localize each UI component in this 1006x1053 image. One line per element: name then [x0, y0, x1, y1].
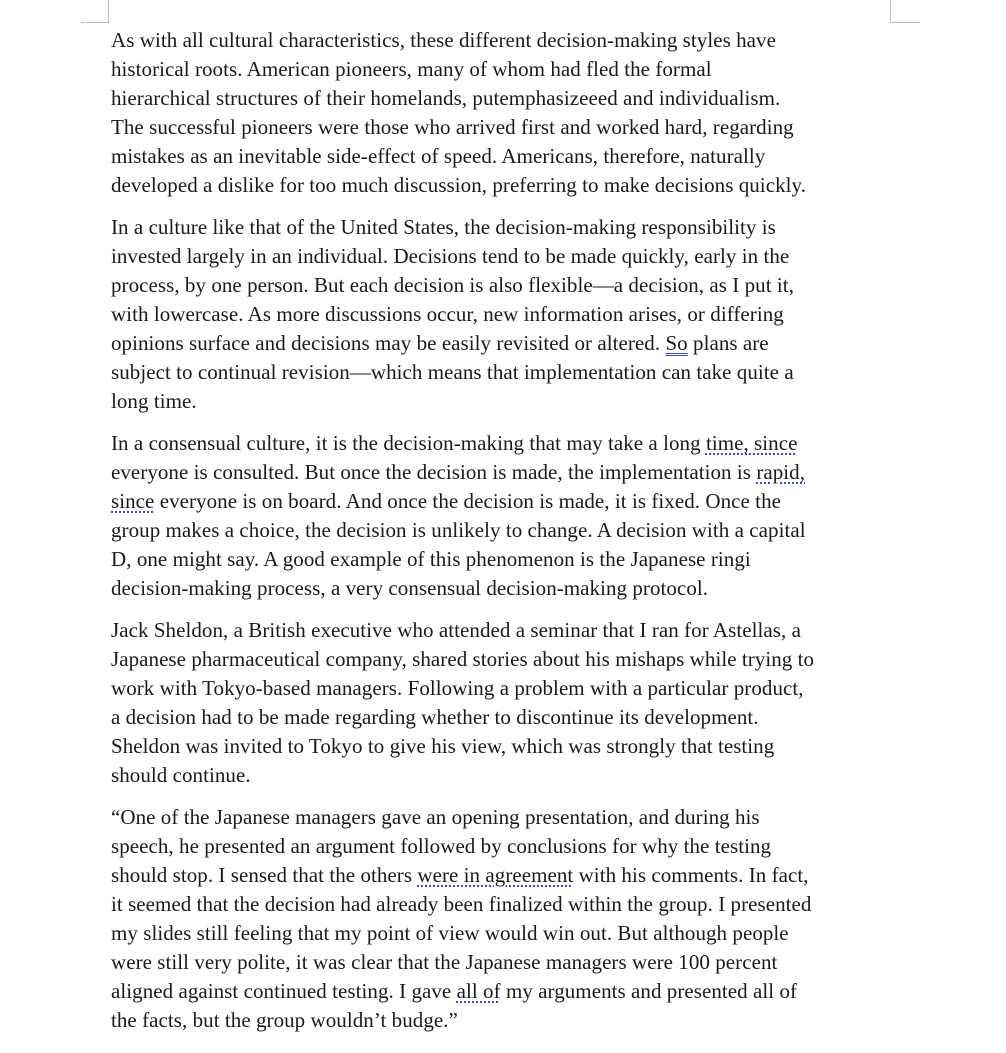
text-line: developed a dislike for too much discussion, preferring to make decisions quickly.	[111, 173, 806, 197]
style-flag-were-in-agreement[interactable]: were in agreement	[417, 863, 574, 887]
grammar-flag-so[interactable]: So	[665, 331, 688, 355]
text-line: group makes a choice, the decision is unlikely to change. A decision with a capital	[111, 518, 806, 542]
text-line: process, by one person. But each decision is also flexible—a decision, as I put it,	[111, 273, 794, 297]
paragraph-3[interactable]	[111, 429, 901, 603]
text-line: the facts, but the group wouldn’t budge.”	[111, 1008, 458, 1032]
style-flag-since[interactable]: since	[111, 489, 155, 513]
style-flag-time-since[interactable]: time, since	[705, 431, 798, 455]
text-line: long time.	[111, 389, 197, 413]
text-line: In a consensual culture, it is the decision-making that may take a long time, since	[111, 431, 798, 455]
text-line: with lowercase. As more discussions occur, new information arises, or differing	[111, 302, 784, 326]
text-line: should continue.	[111, 763, 251, 787]
paragraph-2[interactable]	[111, 213, 901, 416]
text-line: speech, he presented an argument followed by conclusions for why the testing	[111, 834, 772, 858]
text-line: it seemed that the decision had already been finalized within the group. I presented	[111, 892, 812, 916]
text-line: Japanese pharmaceutical company, shared stories about his mishaps while trying to	[111, 647, 815, 671]
crop-mark-top-left	[81, 0, 109, 23]
text-line: hierarchical structures of their homelands, putemphasizeeed and individualism.	[111, 86, 781, 110]
text-line: mistakes as an inevitable side-effect of speed. Americans, therefore, naturally	[111, 144, 766, 168]
text-line: “One of the Japanese managers gave an opening presentation, and during his	[111, 805, 760, 829]
text-line: As with all cultural characteristics, these different decision-making styles have	[111, 28, 776, 52]
text-line: invested largely in an individual. Decisions tend to be made quickly, early in the	[111, 244, 790, 268]
text-line: a decision had to be made regarding whether to discontinue its development.	[111, 705, 759, 729]
text-line: In a culture like that of the United States, the decision-making responsibility is	[111, 215, 776, 239]
text-line: should stop. I sensed that the others were in agreement with his comments. In fact,	[111, 863, 809, 887]
text-line: Sheldon was invited to Tokyo to give his view, which was strongly that testing	[111, 734, 775, 758]
text-line: my slides still feeling that my point of view would win out. But although people	[111, 921, 789, 945]
text-line: were still very polite, it was clear that the Japanese managers were 100 percent	[111, 950, 778, 974]
style-flag-all-of[interactable]: all of	[456, 979, 501, 1003]
style-flag-rapid[interactable]: rapid,	[756, 460, 806, 484]
text-line: historical roots. American pioneers, many of whom had fled the formal	[111, 57, 712, 81]
text-line: since everyone is on board. And once the decision is made, it is fixed. Once the	[111, 489, 781, 513]
document-page[interactable]	[111, 26, 901, 1048]
text-line: aligned against continued testing. I gave all of my arguments and presented all of	[111, 979, 798, 1003]
text-line: decision-making process, a very consensual decision-making protocol.	[111, 576, 709, 600]
text-line: The successful pioneers were those who arrived first and worked hard, regarding	[111, 115, 794, 139]
paragraph-5[interactable]	[111, 803, 901, 1035]
text-line: Jack Sheldon, a British executive who attended a seminar that I ran for Astellas, a	[111, 618, 801, 642]
paragraph-4[interactable]	[111, 616, 901, 790]
text-line: work with Tokyo-based managers. Following a problem with a particular product,	[111, 676, 804, 700]
text-line: subject to continual revision—which means that implementation can take quite a	[111, 360, 794, 384]
crop-mark-top-right	[890, 0, 920, 23]
text-line: opinions surface and decisions may be easily revisited or altered. So plans are	[111, 331, 769, 355]
paragraph-1[interactable]	[111, 26, 901, 200]
text-line: D, one might say. A good example of this phenomenon is the Japanese ringi	[111, 547, 751, 571]
text-line: everyone is consulted. But once the decision is made, the implementation is rapid,	[111, 460, 806, 484]
